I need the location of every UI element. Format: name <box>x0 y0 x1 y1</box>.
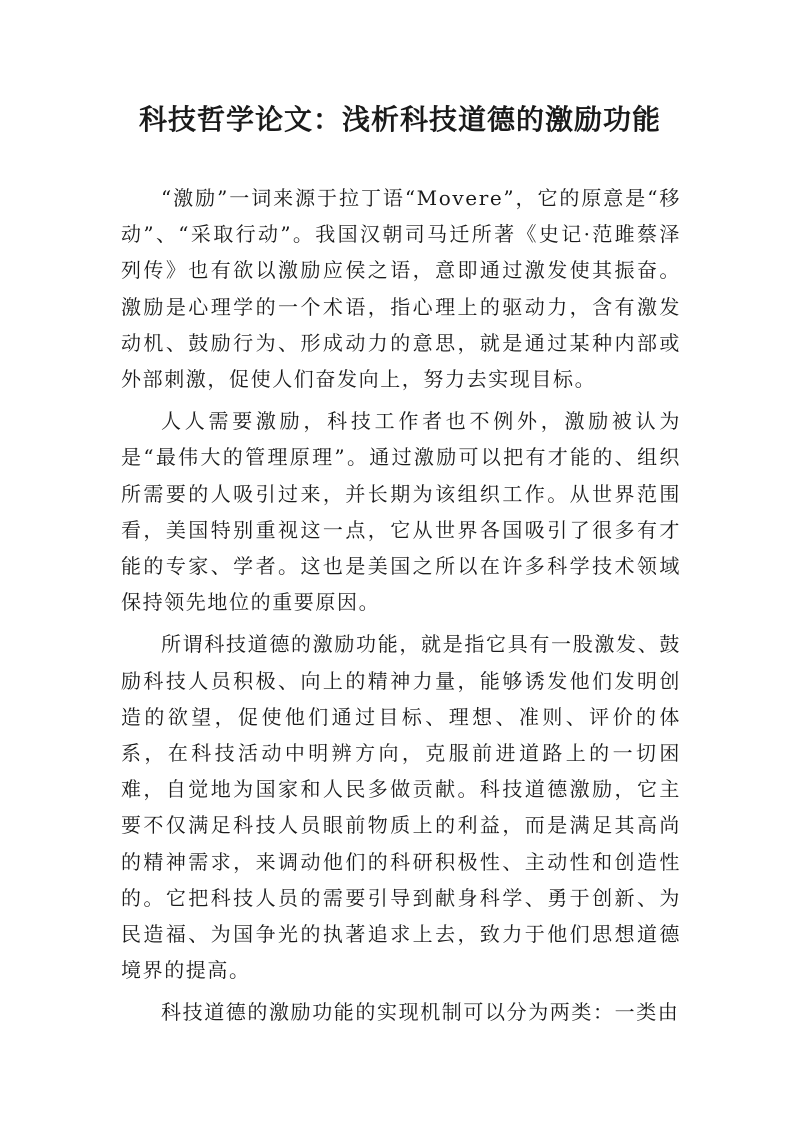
paragraph-4: 科技道德的激励功能的实现机制可以分为两类：一类由 <box>161 1000 680 1025</box>
paragraph-1: “激励”一词来源于拉丁语“Movere”，它的原意是“移动”、“采取行动”。我国汉朝司马迁所著《史记·范雎蔡泽列传》也有欲以激励应侯之语，意即通过激发使其振奋。激励是心理学的一个术语，指心理上的驱动力，含有激发动机、鼓励行为、形成动力的意思，就是通过某种内部或外部刺激，促使人们奋发向上，努力去实现目标。 <box>121 186 681 392</box>
document-body <box>121 180 681 1037</box>
paragraph-2: 人人需要激励，科技工作者也不例外，激励被认为是“最伟大的管理原理”。通过激励可以把有才能的、组织所需要的人吸引过来，并长期为该组织工作。从世界范围看，美国特别重视这一点，它从世界各国吸引了很多有才能的专家、学者。这也是美国之所以在许多科学技术领域保持领先地位的重要原因。 <box>121 409 681 615</box>
paragraph-3: 所谓科技道德的激励功能，就是指它具有一股激发、鼓励科技人员积极、向上的精神力量，能够诱发他们发明创造的欲望，促使他们通过目标、理想、准则、评价的体系，在科技活动中明辨方向，克服前进道路上的一切困难，自觉地为国家和人民多做贡献。科技道德激励，它主要不仅满足科技人员眼前物质上的利益，而是满足其高尚的精神需求，来调动他们的科研积极性、主动性和创造性的。它把科技人员的需要引导到献身科学、勇于创新、为民造福、为国争光的执著追求上去，致力于他们思想道德境界的提高。 <box>121 632 681 983</box>
document-title: 科技哲学论文：浅析科技道德的激励功能 <box>138 103 661 136</box>
